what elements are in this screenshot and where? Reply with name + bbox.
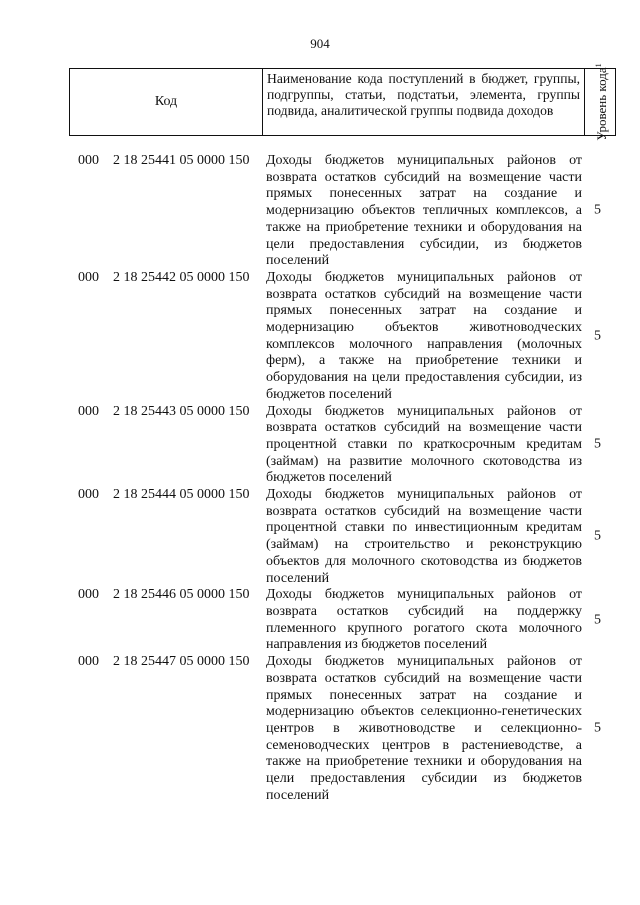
- row-level: 5: [594, 328, 601, 344]
- row-code: 2 18 25447 05 0000 150: [113, 654, 250, 670]
- table-row: [0, 487, 640, 587]
- row-code: 2 18 25441 05 0000 150: [113, 153, 250, 168]
- row-prefix: 000: [78, 269, 99, 285]
- table-row: [0, 153, 640, 270]
- header-level-footnote: 1: [593, 63, 603, 68]
- row-level: 5: [594, 436, 601, 452]
- table-header: [69, 63, 616, 141]
- row-level: 5: [594, 528, 601, 544]
- row-level: 5: [594, 203, 601, 219]
- header-level-label: Уровень кода: [594, 67, 610, 141]
- row-description: Доходы бюджетов муниципальных районов от возврата остатков субсидий на возмещение части процентной ставки по краткосрочным кредитам (займам) на развитие молочного скотоводства из бюджетов поселений: [266, 403, 582, 486]
- row-prefix: 000: [78, 403, 99, 419]
- row-level: 5: [594, 612, 601, 628]
- header-level: [592, 63, 608, 140]
- table-row: [0, 270, 640, 404]
- row-prefix: 000: [78, 153, 99, 168]
- table-row: [0, 587, 640, 654]
- table-body: [0, 153, 640, 804]
- header-name: Наименование кода поступлений в бюджет, группы, подгруппы, статьи, подстатьи, элемента, группы подвида, аналитической группы подвида доходов: [263, 69, 585, 135]
- row-code: 2 18 25446 05 0000 150: [113, 587, 250, 603]
- header-level-cell: [585, 63, 615, 141]
- row-prefix: 000: [78, 587, 99, 603]
- row-description: Доходы бюджетов муниципальных районов от возврата остатков субсидий на поддержку племенного крупного рогатого скота молочного направления из бюджетов поселений: [266, 587, 582, 653]
- page-number: 904: [310, 36, 330, 51]
- row-code: 2 18 25442 05 0000 150: [113, 269, 250, 285]
- row-code: 2 18 25443 05 0000 150: [113, 403, 250, 419]
- row-prefix: 000: [78, 654, 99, 670]
- row-code: 2 18 25444 05 0000 150: [113, 487, 250, 503]
- header-code: Код: [70, 69, 263, 135]
- row-level: 5: [594, 720, 601, 736]
- row-prefix: 000: [78, 487, 99, 503]
- row-description: Доходы бюджетов муниципальных районов от возврата остатков субсидий на возмещение части процентной ставки по инвестиционным кредитам (займам) на строительство и реконструкцию объектов для молочного скотоводства из бюджетов поселений: [266, 487, 582, 586]
- table-row: [0, 404, 640, 488]
- table-row: [0, 654, 640, 804]
- row-description: Доходы бюджетов муниципальных районов от возврата остатков субсидий на возмещение части прямых понесенных затрат на создание и модернизацию объектов тепличных комплексов, а также на приобретение техники и оборудования на цели предоставления субсидии, из бюджетов поселений: [266, 153, 582, 269]
- row-description: Доходы бюджетов муниципальных районов от возврата остатков субсидий на возмещение части прямых понесенных затрат на создание и модернизацию объектов животноводческих комплексов молочного направления (молочных ферм), а также на приобретение техники и оборудования на цели предоставления субсидии, из бюджетов поселений: [266, 269, 582, 402]
- row-description: Доходы бюджетов муниципальных районов от возврата остатков субсидий на возмещение части прямых понесенных затрат на создание и модернизацию объектов селекционно-генетических центров в животноводстве и селекционно-семеноводческих центров в растениеводстве, а также на приобретение техники и оборудования на цели предоставления субсидии из бюджетов поселений: [266, 654, 582, 803]
